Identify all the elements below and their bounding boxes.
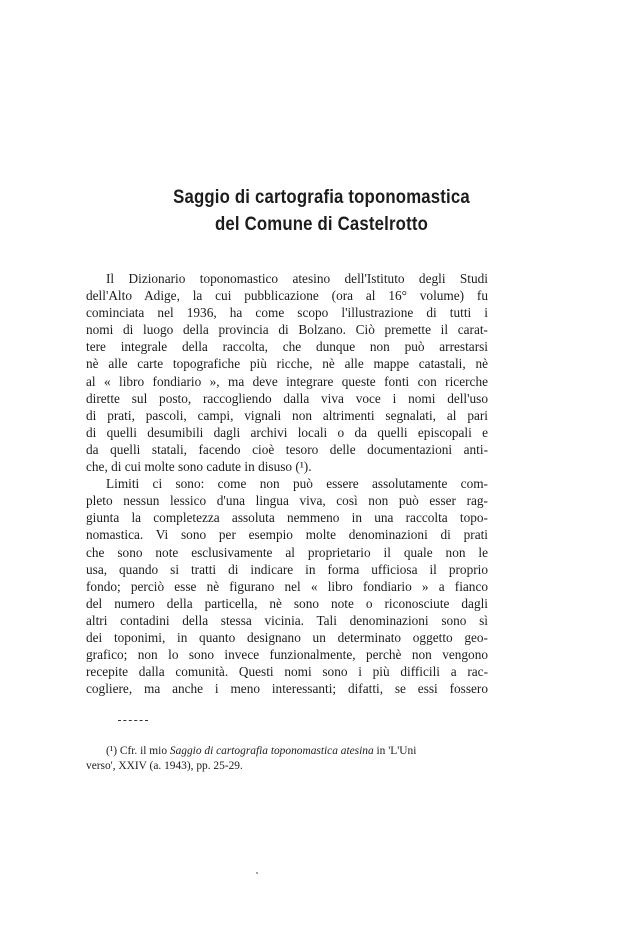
page-title-line-1: Saggio di cartografia toponomastica (173, 186, 470, 208)
text-line: Il Dizionario toponomastico atesino dell'Istituto degli Studi (106, 271, 488, 286)
text-line: nè alle carte topografiche più ricche, nè alle mappe catastali, nè (86, 356, 488, 372)
text-line: nomi di luogo della provincia di Bolzano. Ciò premette il carat- (86, 322, 488, 338)
text-line: che, di cui molte sono cadute in disuso (¹). (86, 459, 312, 475)
text-line: che sono note esclusivamente al proprietario il quale non le (86, 544, 488, 560)
text-line: di prati, pascoli, campi, vignali non altrimenti segnalati, al pari (86, 407, 488, 423)
text-line: recepite dalla comunità. Questi nomi sono i più difficili a rac- (86, 664, 488, 680)
footnote-line-1 (86, 744, 488, 759)
text-line: giunta la completezza assoluta nemmeno in una raccolta topo- (86, 510, 488, 526)
text-line: dirette sul posto, raccogliendo dalla viva voce i nomi dell'uso (86, 390, 488, 406)
text-line: altri contadini della stessa vicinia. Tali denominazioni sono sì (86, 612, 488, 628)
text-line: usa, quando si tratti di indicare in forma ufficiosa il proprio (86, 561, 488, 577)
text-line: pleto nessun lessico d'una lingua viva, così non può esser rag- (86, 493, 488, 509)
footnote (86, 744, 488, 774)
footnote-text: in 'L'Uni (376, 745, 417, 757)
text-line: dei toponimi, in quanto designano un determinato oggetto geo- (86, 629, 488, 645)
page-title-line-2: del Comune di Castelrotto (214, 213, 429, 235)
text-line: cogliere, ma anche i meno interessanti; difatti, se essi fossero (86, 681, 488, 697)
text-line: di quelli desumibili dagli archivi locali o da quelli episcopali e (86, 424, 488, 440)
text-line: Limiti ci sono: come non può essere assolutamente com- (106, 476, 488, 492)
text-line: grafico; non lo sono invece funzionalmente, perchè non vengono (86, 647, 488, 663)
footnote-text: Cfr. il mio (119, 745, 168, 757)
text-line: da quelli statali, facendo cioè tesoro delle documentazioni anti- (86, 441, 488, 457)
text-line: fondo; perciò esse nè figurano nel « libro fondiario » a fianco (86, 578, 488, 594)
text-line: dell'Alto Adige, la cui pubblicazione (ora al 16° volume) fu (86, 288, 488, 304)
text-line: tere integrale della raccolta, che dunque non può arrestarsi (86, 339, 488, 355)
text-line: nomastica. Vi sono per esempio molte denominazioni di prati (86, 527, 488, 543)
scan-speck (256, 872, 258, 874)
text-line: del numero della particella, nè sono note o riconosciute dagli (86, 595, 488, 611)
text-line: al « libro fondiario », ma deve integrare queste fonti con ricerche (86, 373, 488, 389)
text-line: cominciata nel 1936, ha come scopo l'illustrazione di tutti i (86, 305, 488, 321)
footnote-mark: (¹) (106, 745, 118, 757)
footnote-line-2: verso', XXIV (a. 1943), pp. 25-29. (86, 759, 243, 772)
footnote-cited-title: Saggio di cartografia toponomastica atesina (169, 745, 374, 757)
body-text (86, 270, 488, 697)
footnote-separator (118, 720, 148, 721)
